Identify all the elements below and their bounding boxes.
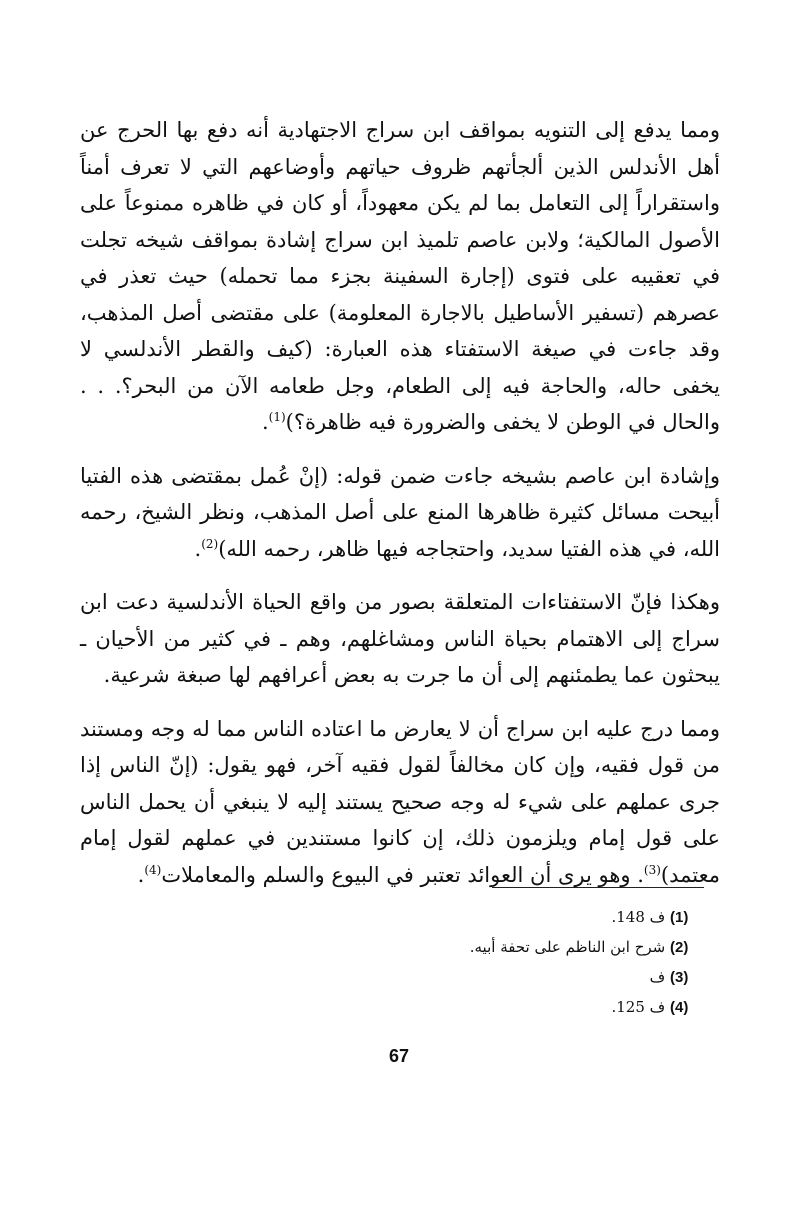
footnote-number: (3) bbox=[670, 969, 689, 986]
paragraph-4-end: . bbox=[137, 862, 145, 887]
paragraph-2-text: وإشادة ابن عاصم بشيخه جاءت ضمن قوله: (إنْ عُمل بمقتضى هذه الفتيا أبيحت مسائل كثيرة ظاهرها المنع على أصل المذهب، ونظر الشيخ، رحمه الله، في هذه الفتيا سديد، واحتجاجه فيها ظاهر، رحمه الله) bbox=[80, 463, 720, 561]
footnote-number: (1) bbox=[670, 909, 689, 926]
footnote-ref-3: (3) bbox=[643, 862, 661, 877]
footnote-text: شرح ابن الناظم على تحفة أبيه. bbox=[469, 938, 666, 956]
footnote-4 bbox=[286, 992, 706, 1022]
footnote-ref-4: (4) bbox=[144, 862, 162, 877]
footnotes bbox=[286, 902, 706, 1022]
paragraph-2 bbox=[80, 458, 720, 568]
paragraph-3-text: وهكذا فإنّ الاستفتاءات المتعلقة بصور من واقع الحياة الأندلسية دعت ابن سراج إلى الاهتمام بحياة الناس ومشاغلهم، وهم ـ في كثير من الأحيان ـ يبحثون عما يطمئنهم إلى أن ما جرت به بعض أعرافهم لها صبغة شرعية. bbox=[80, 590, 720, 687]
footnote-ref-1: (1) bbox=[268, 410, 286, 424]
footnote-number: (4) bbox=[670, 999, 689, 1016]
paragraph-1-end: . bbox=[261, 410, 269, 434]
paragraph-4-continuation: . وهو يرى أن العوائد تعتبر في البيوع والسلم والمعاملات bbox=[161, 862, 644, 887]
footnote-text: ف bbox=[649, 968, 666, 986]
page-number: 67 bbox=[388, 1046, 410, 1066]
paragraph-1-text: ومما يدفع إلى التنويه بمواقف ابن سراج الاجتهادية أنه دفع بها الحرج عن أهل الأندلس الذين ألجأتهم ظروف حياتهم وأوضاعهم التي لا تعرف أمناً واستقراراً إلى التعامل بما لم يكن معهوداً، أو كان في ظاهره ممنوعاً على الأصول المالكية؛ ولابن عاصم تلميذ ابن سراج إشادة بمواقف شيخه تجلت في تعقيبه على فتوى (إجارة السفينة بجزء مما تحمله) حيث تعذر في عصرهم (تسفير الأساطيل بالاجارة المعلومة) على مقتضى أصل المذهب، وقد جاءت في صيغة الاستفتاء هذه العبارة: (كيف والقطر الأندلسي لا يخفى حاله، والحاجة فيه إلى الطعام، وجل طعامه الآن من البحر؟. . . والحال في الوطن لا يخفى والضرورة فيه ظاهرة؟) bbox=[80, 118, 720, 434]
paragraph-1 bbox=[80, 112, 720, 441]
paragraph-4 bbox=[80, 711, 720, 894]
paragraph-4-text: ومما درج عليه ابن سراج أن لا يعارض ما اعتاده الناس مما له وجه ومستند من قول فقيه، وإن كان مخالفاً لقول فقيه آخر، فهو يقول: (إنّ الناس إذا جرى عملهم على شيء له وجه صحيح يستند إليه لا ينبغي أن يحمل الناس على قول إمام ويلزمون ذلك، إن كانوا مستندين في عملهم لقول إمام معتمد) bbox=[80, 716, 721, 887]
paragraph-2-end: . bbox=[194, 536, 202, 561]
paragraph-3 bbox=[80, 584, 720, 694]
footnote-text: ف 148. bbox=[611, 908, 666, 926]
footnote-3 bbox=[286, 962, 706, 992]
footnote-text: ف 125. bbox=[611, 998, 666, 1016]
footnote-ref-2: (2) bbox=[201, 536, 219, 551]
page-body bbox=[80, 112, 720, 910]
footnote-separator bbox=[492, 887, 704, 888]
footnote-2 bbox=[286, 932, 706, 962]
footnote-number: (2) bbox=[670, 939, 689, 956]
footnote-1 bbox=[286, 902, 706, 932]
